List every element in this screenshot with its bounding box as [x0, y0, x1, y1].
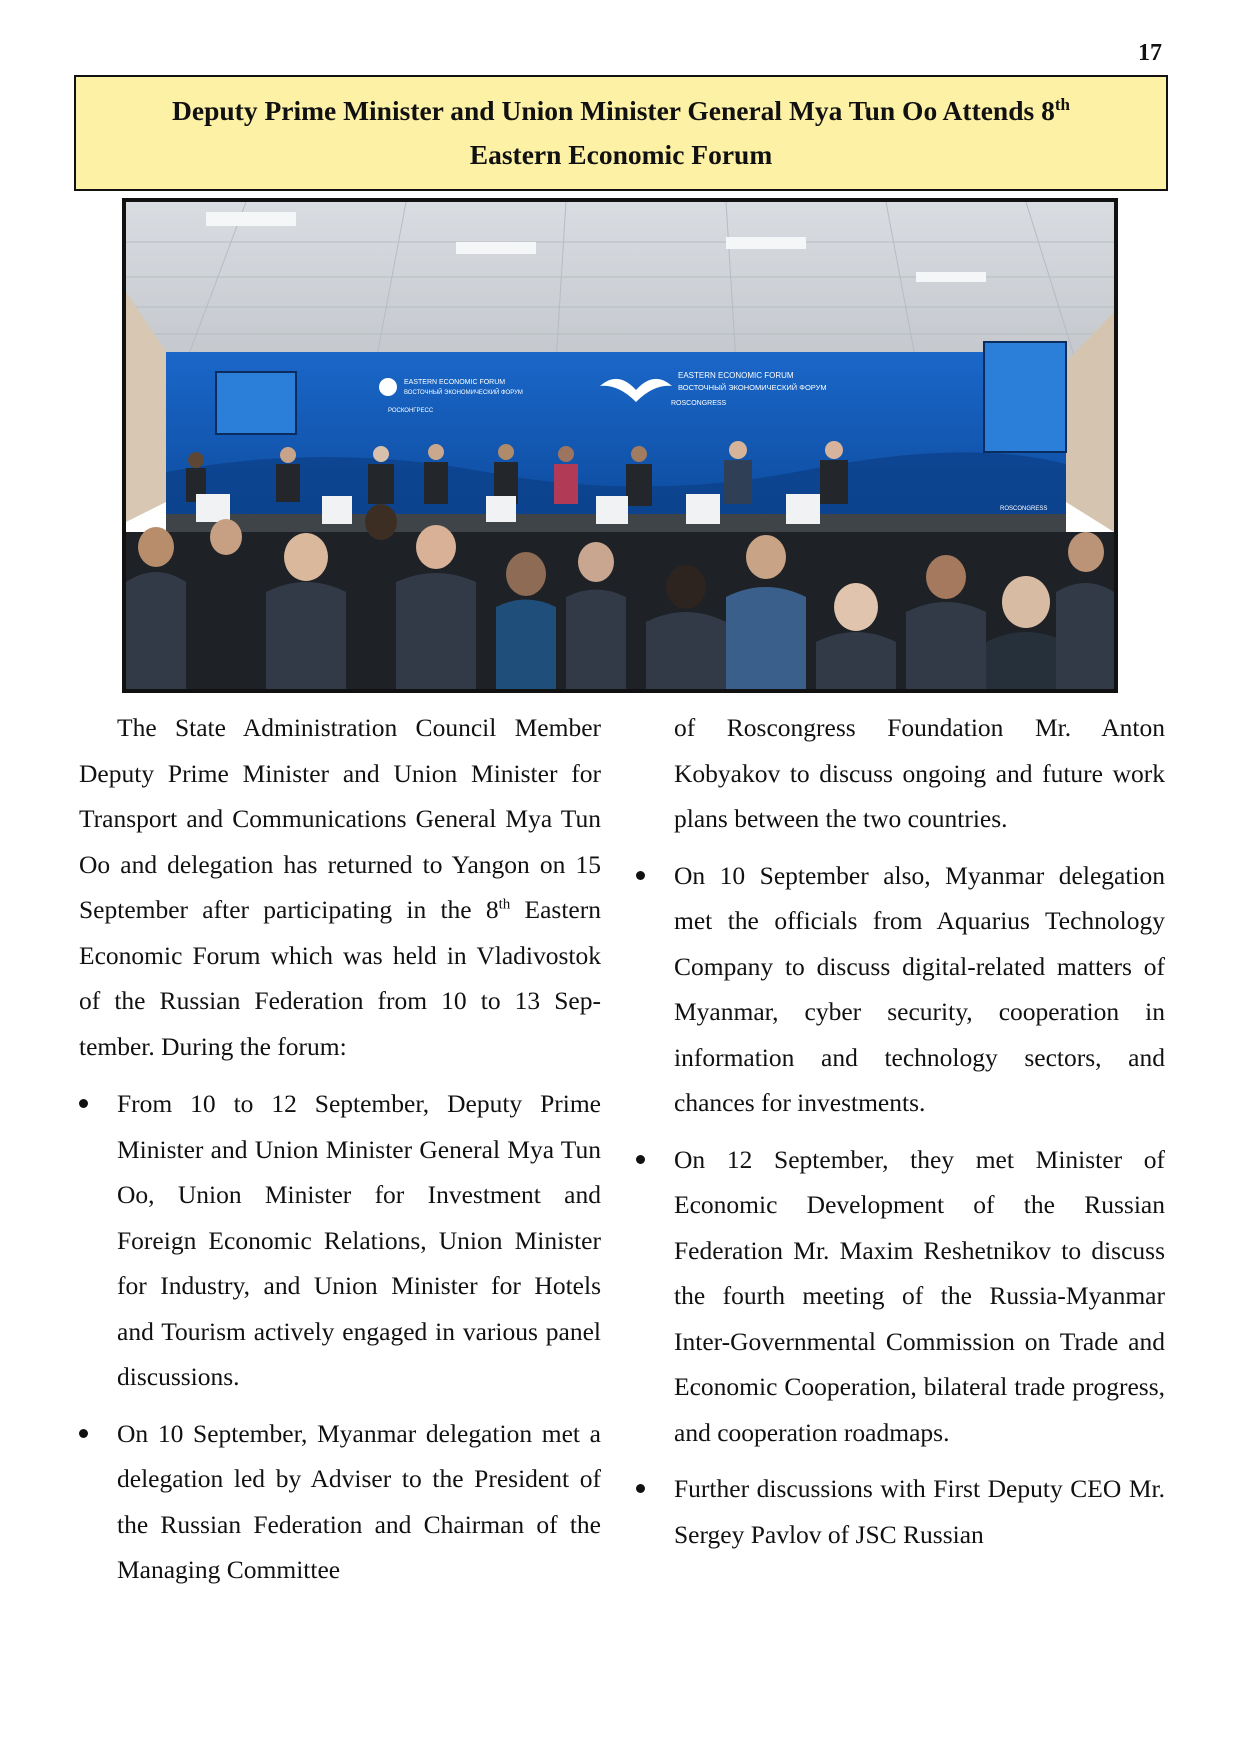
forum-panel-illustration — [126, 202, 1114, 689]
bullet-icon — [79, 1099, 88, 1108]
banner-center-sub: ROSCONGRESS — [671, 400, 727, 407]
banner-center-en: EASTERN ECONOMIC FORUM — [678, 371, 794, 380]
list-item: From 10 to 12 September, Deputy Prime Minister and Union Minister General Mya Tun Oo, Union Minister for Investment and Foreign Economic Relations, Union Minister for Industry, and Union Minister for Hotels and Tourism actively engaged in various panel discussions. — [79, 1081, 601, 1400]
ordinal-suffix: th — [498, 896, 511, 913]
left-bullet-list — [79, 1081, 601, 1593]
banner-center-ru: ВОСТОЧНЫЙ ЭКОНОМИЧЕСКИЙ ФОРУМ — [678, 383, 827, 392]
right-column — [636, 705, 1165, 1557]
banner-left-sub: РОСКОНГРЕСС — [388, 408, 434, 414]
forum-photo — [122, 198, 1118, 693]
bullet-icon — [79, 1429, 88, 1438]
ordinal-suffix: th — [1054, 94, 1070, 114]
page-number: 17 — [1138, 40, 1162, 66]
list-item: On 10 September also, Myanmar delegation met the officials from Aquarius Technology Company to discuss digital-related matters of Myanmar, cyber security, cooperation in information and technology sectors, and chances for investments. — [636, 853, 1165, 1126]
article-title-line-1: Deputy Prime Minister and Union Minister General Mya Tun Oo Attends 8th — [172, 94, 1070, 126]
wall-logo: ROSCONGRESS — [1000, 506, 1048, 512]
banner-left-en: EASTERN ECONOMIC FORUM — [404, 379, 506, 386]
list-item: On 12 September, they met Minister of Economic Development of the Russian Federation Mr. Maxim Reshetnikov to discuss the fourth meeting of the Russia-Myanmar Inter-Governmental Commission on Trade and Economic Cooperation, bilateral trade progress, and cooperation roadmaps. — [636, 1137, 1165, 1456]
left-column — [79, 705, 601, 1593]
article-title-line-2: Eastern Economic Forum — [469, 139, 773, 170]
continued-paragraph: of Roscongress Foundation Mr. Anton Kobyakov to discuss ongoing and future work plans between the two countries. — [674, 713, 1165, 833]
list-item: Further discussions with First Deputy CEO Mr. Sergey Pavlov of JSC Russian — [636, 1466, 1165, 1557]
article-title-box — [74, 75, 1168, 191]
bullet-icon — [636, 871, 645, 880]
bullet-icon — [636, 1484, 645, 1493]
right-bullet-list — [636, 853, 1165, 1558]
intro-paragraph: The State Administration Council Member Deputy Prime Minister and Union Minister for Transport and Communications General Mya Tun Oo and delegation has returned to Yangon on 15 September after participating in the 8th Eastern Economic Forum which was held in Vladivostok of the Russian Federation from 10 to 13 September. During the forum: — [79, 713, 601, 1061]
bullet-icon — [636, 1155, 645, 1164]
list-item: On 10 September, Myanmar delegation met a delegation led by Adviser to the President of the Russian Federation and Chairman of the Managing Committee — [79, 1411, 601, 1593]
banner-left-ru: ВОСТОЧНЫЙ ЭКОНОМИЧЕСКИЙ ФОРУМ — [404, 390, 523, 396]
